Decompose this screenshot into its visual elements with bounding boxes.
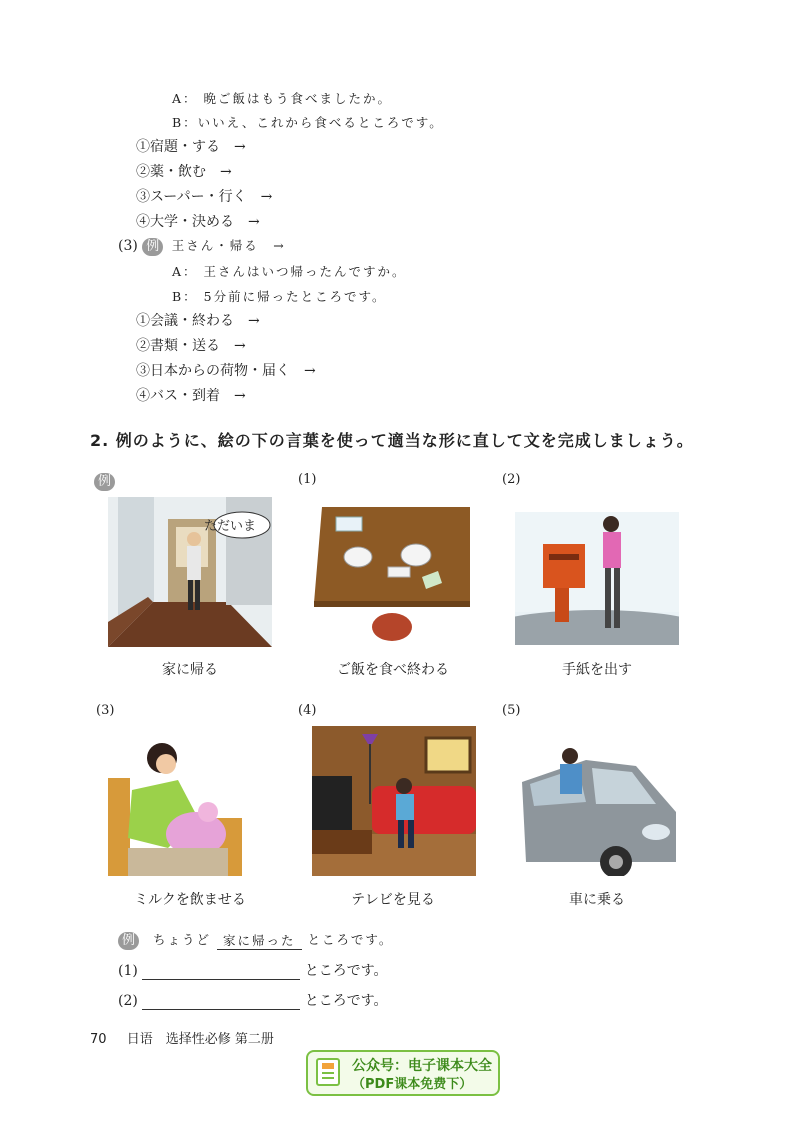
dialogue-b: B：いいえ、これから食べるところです。 (172, 115, 444, 130)
section-label: (3) (118, 238, 138, 254)
picture-label: 例 (94, 473, 115, 491)
picture-label: (4) (298, 703, 317, 718)
picture-caption: 手紙を出す (562, 662, 632, 678)
example-badge: 例 (118, 932, 139, 950)
answer-label: (1) (118, 963, 138, 979)
list-item: ①会議・終わる → (136, 313, 260, 329)
picture-watching-tv (312, 726, 476, 876)
example-text: 王さん・帰る → (171, 238, 286, 253)
list-item: ③日本からの荷物・届く → (136, 363, 316, 379)
picture-coming-home (108, 497, 272, 647)
answer-example (118, 930, 393, 950)
dialogue-b: B： 5分前に帰ったところです。 (172, 289, 387, 304)
picture-mailing-letter (515, 512, 679, 645)
page-footer (90, 1028, 274, 1047)
answer-row (118, 960, 388, 980)
list-item: ③スーパー・行く → (136, 189, 273, 205)
stamp-line-2: （PDF课本免费下） (352, 1077, 473, 1092)
answer-suffix: ところです。 (304, 963, 388, 979)
speech-bubble: ただいま (204, 519, 257, 534)
picture-caption: テレビを見る (351, 892, 435, 908)
answer-suffix: ところです。 (307, 932, 394, 947)
picture-caption: ご飯を食べ終わる (337, 662, 449, 678)
exercise-heading: 2. 例のように、絵の下の言葉を使って適当な形に直して文を完成しましょう。 (90, 431, 694, 450)
picture-caption: 家に帰る (162, 662, 218, 678)
answer-suffix: ところです。 (304, 993, 388, 1009)
stamp-line-1: 公众号：电子课本大全 (352, 1058, 492, 1074)
page-number: 70 (90, 1032, 107, 1047)
list-item: ②書類・送る → (136, 338, 246, 354)
list-item: ④バス・到着 → (136, 388, 246, 404)
answer-filled: 家に帰った (217, 931, 302, 950)
list-item: ②薬・飲む → (136, 164, 232, 180)
dialogue-a: A： 王さんはいつ帰ったんですか。 (172, 264, 407, 279)
list-item: ①宿題・する → (136, 139, 246, 155)
answer-blank[interactable] (142, 993, 300, 1010)
answer-blank[interactable] (142, 963, 300, 980)
picture-label: (2) (502, 472, 521, 487)
picture-finished-meal (310, 505, 474, 645)
answer-row (118, 990, 388, 1010)
picture-getting-in-car (516, 742, 680, 876)
dialogue-a: A： 晩ご飯はもう食べましたか。 (172, 91, 393, 106)
watermark-stamp (306, 1050, 500, 1096)
section-3-header (118, 236, 286, 256)
list-item: ④大学・決める → (136, 214, 260, 230)
picture-label: (1) (298, 472, 317, 487)
picture-caption: 車に乗る (569, 892, 625, 908)
answer-prefix: ちょうど (153, 932, 212, 947)
book-icon (314, 1057, 344, 1087)
answer-label: (2) (118, 993, 138, 1009)
picture-label: (3) (96, 703, 115, 718)
book-title: 日语 选择性必修 第二册 (126, 1032, 274, 1047)
picture-label: (5) (502, 703, 521, 718)
picture-feeding-milk (108, 738, 272, 876)
example-badge: 例 (142, 238, 163, 256)
picture-caption: ミルクを飲ませる (134, 892, 246, 908)
